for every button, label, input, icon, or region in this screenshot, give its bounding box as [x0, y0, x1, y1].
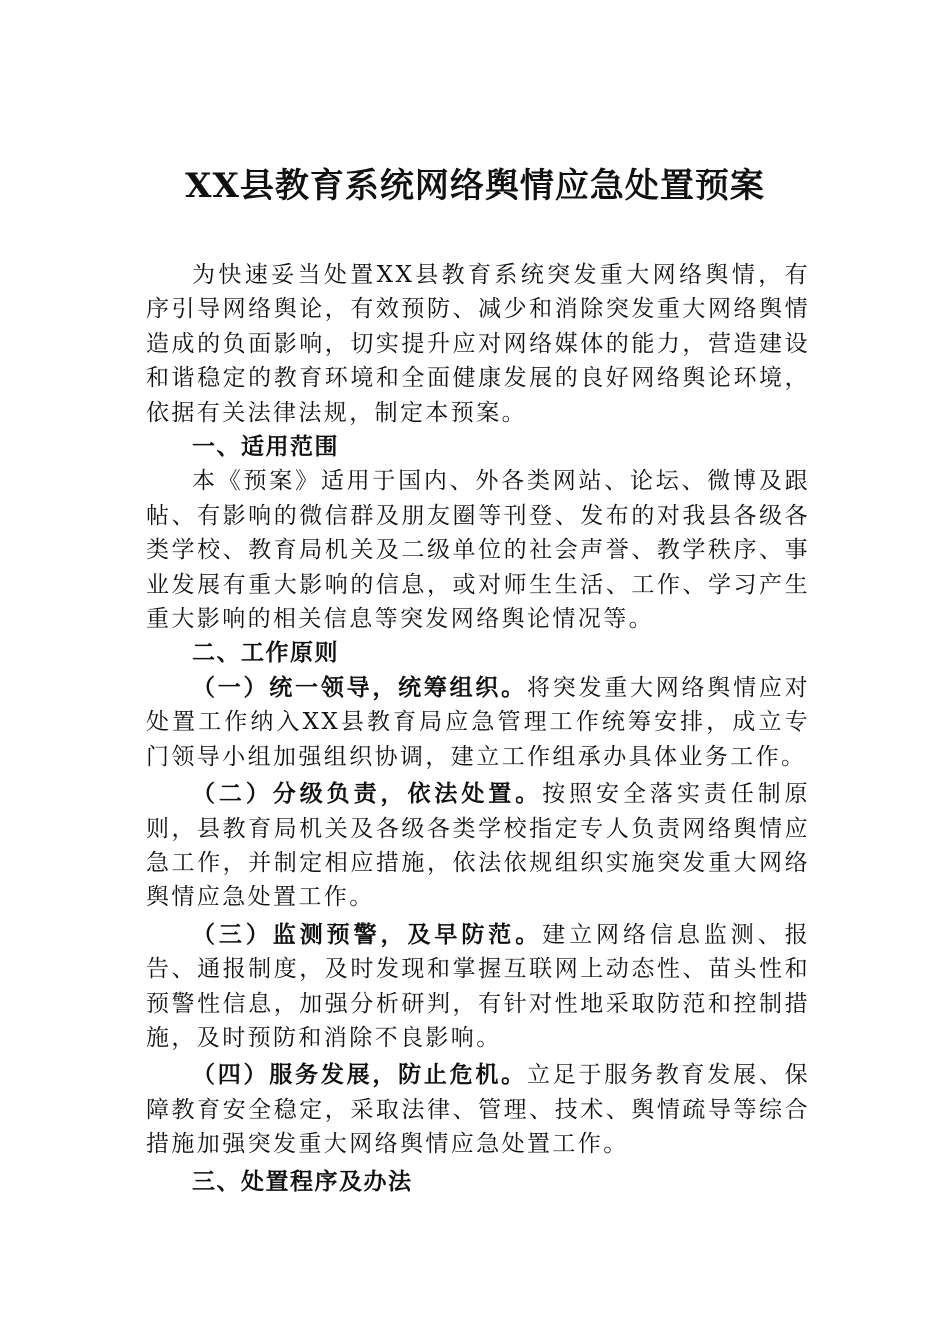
- principle-text-3: 建立网络信息监测、报告、通报制度，及时发现和掌握互联网上动态性、苗头性和预警性信息，加强分析研判，有针对性地采取防范和控制措施，及时预防和消除不良影响。: [146, 921, 810, 1051]
- scope-paragraph: 本《预案》适用于国内、外各类网站、论坛、微博及跟帖、有影响的微信群及朋友圈等刊登、发布的对我县各级各类学校、教育局机关及二级单位的社会声誉、教学秩序、事业发展有重大影响的信息，或对师生生活、工作、学习产生重大影响的相关信息等突发网络舆论情况等。: [146, 468, 810, 633]
- principle-lead-3: （三）监测预警，及早防范。: [192, 921, 543, 948]
- principle-text-4: 立足于服务教育发展、保障教育安全稳定，采取法律、管理、技术、舆情疏导等综合措施加强突发重大网络舆情应急处置工作。: [146, 1062, 811, 1158]
- section-heading-procedures: 三、处置程序及办法: [192, 1168, 413, 1195]
- document-body: [146, 258, 810, 1199]
- section-heading-principles: 二、工作原则: [192, 640, 339, 667]
- principle-text-1: 将突发重大网络舆情应对处置工作纳入XX县教育局应急管理工作统筹安排，成立专门领导小组加强组织协调，建立工作组承办具体业务工作。: [146, 674, 811, 770]
- principle-paragraph-1: [146, 671, 810, 774]
- intro-paragraph: 为快速妥当处置XX县教育系统突发重大网络舆情，有序引导网络舆论，有效预防、减少和消除突发重大网络舆情造成的负面影响，切实提升应对网络媒体的能力，营造建设和谐稳定的教育环境和全面健康发展的良好网络舆论环境，依据有关法律法规，制定本预案。: [146, 262, 810, 426]
- principle-lead-2: （二）分级负责，依法处置。: [192, 781, 543, 808]
- section-heading-scope: 一、适用范围: [192, 434, 339, 461]
- principle-paragraph-3: [146, 918, 810, 1056]
- principle-text-2: 按照安全落实责任制原则，县教育局机关及各级各类学校指定专人负责网络舆情应急工作，并制定相应措施，依法依规组织实施突发重大网络舆情应急处置工作。: [146, 781, 810, 911]
- principle-lead-1: （一）统一领导，统筹组织。: [192, 674, 527, 701]
- document-title: XX县教育系统网络舆情应急处置预案: [185, 166, 765, 206]
- principle-lead-4: （四）服务发展，防止危机。: [192, 1062, 527, 1089]
- principle-paragraph-2: [146, 777, 810, 915]
- principle-paragraph-4: [146, 1058, 810, 1161]
